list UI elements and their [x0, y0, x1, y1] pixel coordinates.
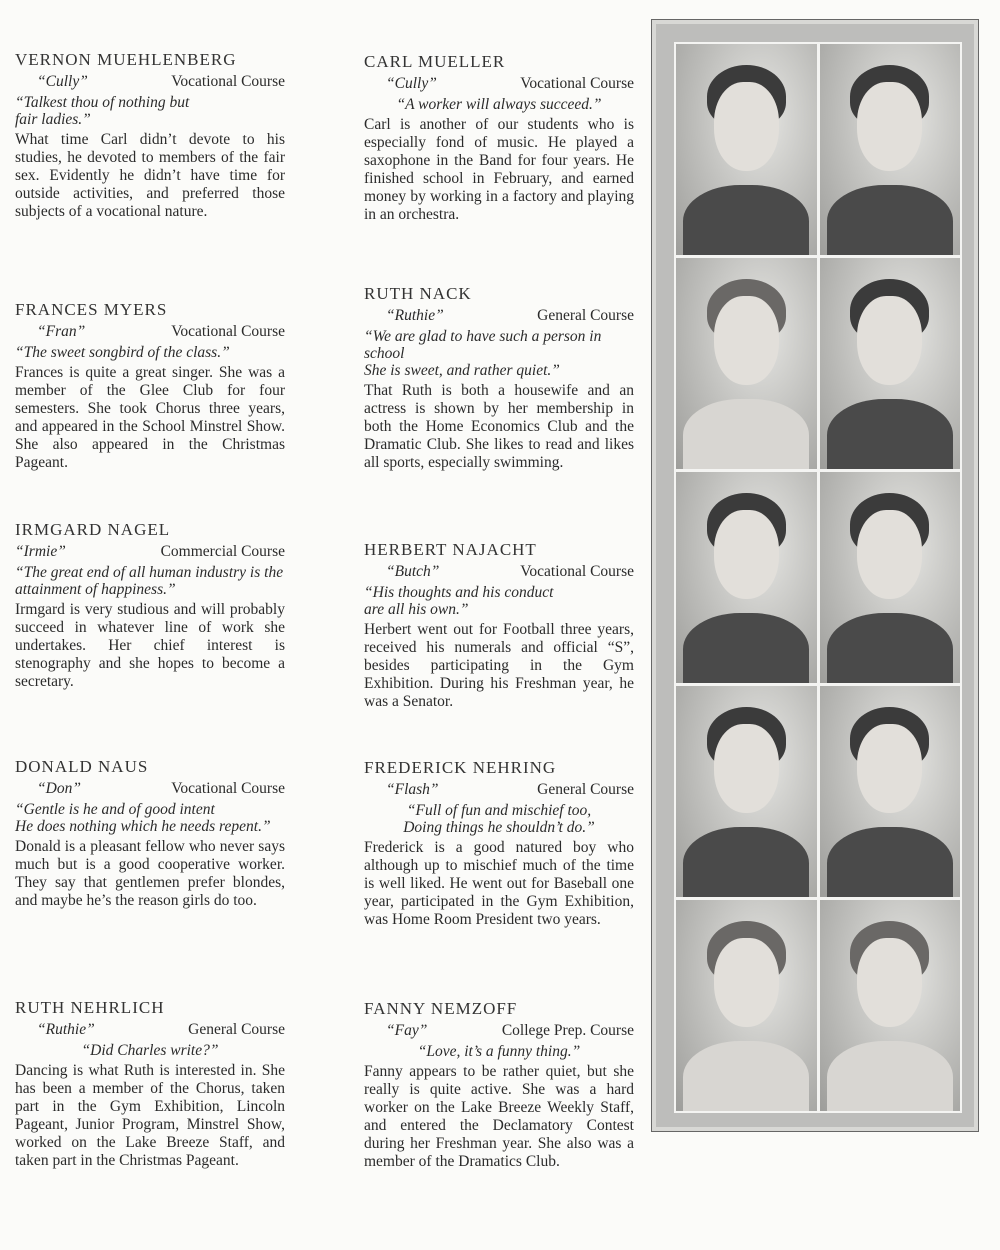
- student-course: Vocational Course: [520, 75, 634, 92]
- student-nickname: “Ruthie”: [37, 1021, 95, 1038]
- portrait-face: [857, 938, 922, 1027]
- student-entry: [364, 52, 634, 224]
- student-course: Vocational Course: [171, 73, 285, 90]
- student-portrait: [820, 258, 961, 469]
- portrait-face: [714, 510, 779, 599]
- student-name: RUTH NACK: [364, 284, 472, 303]
- student-entry: [15, 520, 285, 691]
- photo-grid: [674, 42, 962, 1113]
- student-motto: “Did Charles write?”: [81, 1042, 219, 1059]
- portrait-face: [857, 724, 922, 813]
- student-name: HERBERT NAJACHT: [364, 540, 537, 559]
- student-name: VERNON MUEHLENBERG: [15, 50, 237, 69]
- portrait-body: [683, 613, 809, 683]
- student-nickname: “Fay”: [386, 1022, 428, 1039]
- student-entry: [15, 50, 285, 221]
- portrait-body: [827, 827, 953, 897]
- student-bio: Irmgard is very studious and will probably succeed in whatever line of work she undertakes. Her chief interest is stenography and she hopes to become a secretary.: [15, 601, 285, 690]
- student-entry: [15, 757, 285, 910]
- student-name: IRMGARD NAGEL: [15, 520, 171, 539]
- portrait-body: [827, 185, 953, 255]
- portrait-face: [714, 296, 779, 385]
- student-motto: “The sweet songbird of the class.”: [15, 344, 230, 361]
- portrait-face: [714, 938, 779, 1027]
- student-bio: What time Carl didn’t devote to his studies, he devoted to members of the fair sex. Evidently he didn’t have time for outside activities, and preferred those subjects of a vocational nature.: [15, 131, 285, 220]
- student-portrait: [676, 686, 817, 897]
- student-course: College Prep. Course: [501, 1022, 634, 1039]
- student-name: FRANCES MYERS: [15, 300, 168, 319]
- portrait-body: [683, 399, 809, 469]
- portrait-face: [857, 82, 922, 171]
- student-portrait: [820, 44, 961, 255]
- student-entry: [15, 300, 285, 472]
- student-motto: “His thoughts and his conduct are all his own.”: [364, 584, 554, 618]
- student-nickname: “Cully”: [386, 75, 437, 92]
- student-course: General Course: [537, 307, 634, 324]
- student-portrait: [676, 472, 817, 683]
- student-portrait: [676, 900, 817, 1111]
- student-nickname: “Fran”: [37, 323, 86, 340]
- portrait-face: [714, 82, 779, 171]
- portrait-body: [683, 1041, 809, 1111]
- portrait-body: [683, 185, 809, 255]
- student-name: FREDERICK NEHRING: [364, 758, 557, 777]
- student-name: DONALD NAUS: [15, 757, 149, 776]
- student-name: RUTH NEHRLICH: [15, 998, 165, 1017]
- portrait-face: [857, 510, 922, 599]
- student-motto: “The great end of all human industry is the attainment of happiness.”: [15, 564, 284, 598]
- student-portrait: [820, 900, 961, 1111]
- student-portrait: [676, 258, 817, 469]
- student-nickname: “Butch”: [386, 563, 440, 580]
- student-name: FANNY NEMZOFF: [364, 999, 518, 1018]
- portrait-face: [714, 724, 779, 813]
- portrait-body: [683, 827, 809, 897]
- student-motto: “We are glad to have such a person in school She is sweet, and rather quiet.”: [364, 328, 602, 379]
- portrait-face: [857, 296, 922, 385]
- student-entry: [364, 758, 634, 929]
- student-nickname: “Don”: [37, 780, 81, 797]
- student-course: General Course: [188, 1021, 285, 1038]
- student-entry: [15, 998, 285, 1170]
- photo-panel: [651, 19, 979, 1132]
- student-motto: “Full of fun and mischief too, Doing things he shouldn’t do.”: [403, 802, 595, 836]
- student-bio: That Ruth is both a housewife and an actress is shown by her membership in both the Home Economics Club and the Dramatic Club. She likes to read and likes all sports, especially swimming.: [364, 382, 634, 471]
- student-course: General Course: [537, 781, 634, 798]
- student-portrait: [820, 472, 961, 683]
- student-nickname: “Irmie”: [15, 543, 66, 560]
- portrait-body: [827, 399, 953, 469]
- portrait-body: [827, 1041, 953, 1111]
- student-course: Vocational Course: [520, 563, 634, 580]
- student-course: Vocational Course: [171, 780, 285, 797]
- student-nickname: “Flash”: [386, 781, 439, 798]
- student-motto: “Talkest thou of nothing but fair ladies.”: [15, 94, 190, 128]
- student-bio: Fanny appears to be rather quiet, but she really is quite active. She was a hard worker on the Lake Breeze Weekly Staff, and entered the Declamatory Contest during her Freshman year. She also was a member of the Dramatics Club.: [364, 1063, 634, 1170]
- student-entry: [364, 284, 634, 472]
- student-course: Vocational Course: [171, 323, 285, 340]
- student-nickname: “Ruthie”: [386, 307, 444, 324]
- student-bio: Frances is quite a great singer. She was a member of the Glee Club for four semesters. She took Chorus three years, and appeared in the School Minstrel Show. She also appeared in the Christmas Pageant.: [15, 364, 285, 471]
- student-portrait: [676, 44, 817, 255]
- student-bio: Donald is a pleasant fellow who never says much but is a good cooperative worker. They say that gentlemen prefer blondes, and maybe he’s the reason girls do too.: [15, 838, 285, 909]
- student-motto: “Gentle is he and of good intent He does nothing which he needs repent.”: [15, 801, 271, 835]
- portrait-body: [827, 613, 953, 683]
- student-motto: “Love, it’s a funny thing.”: [417, 1043, 581, 1060]
- student-bio: Carl is another of our students who is especially fond of music. He played a saxophone in the Band for four years. He finished school in February, and earned money by working in a factory and playing in an orchestra.: [364, 116, 634, 223]
- student-nickname: “Cully”: [37, 73, 88, 90]
- student-entry: [364, 999, 634, 1171]
- student-bio: Herbert went out for Football three years, received his numerals and official “S”, besides participating in the Gym Exhibition. During his Freshman year, he was a Senator.: [364, 621, 634, 710]
- student-entry: [364, 540, 634, 711]
- student-motto: “A worker will always succeed.”: [396, 96, 602, 113]
- student-name: CARL MUELLER: [364, 52, 506, 71]
- student-bio: Frederick is a good natured boy who although up to mischief much of the time is well liked. He went out for Baseball one year, participated in the Gym Exhibition, was Home Room President two years.: [364, 839, 634, 928]
- student-portrait: [820, 686, 961, 897]
- student-course: Commercial Course: [160, 543, 285, 560]
- student-bio: Dancing is what Ruth is interested in. She has been a member of the Chorus, taken part in the Gym Exhibition, Lincoln Pageant, Junior Program, Minstrel Show, worked on the Lake Breeze Staff, and taken part in the Christmas Pageant.: [15, 1062, 285, 1169]
